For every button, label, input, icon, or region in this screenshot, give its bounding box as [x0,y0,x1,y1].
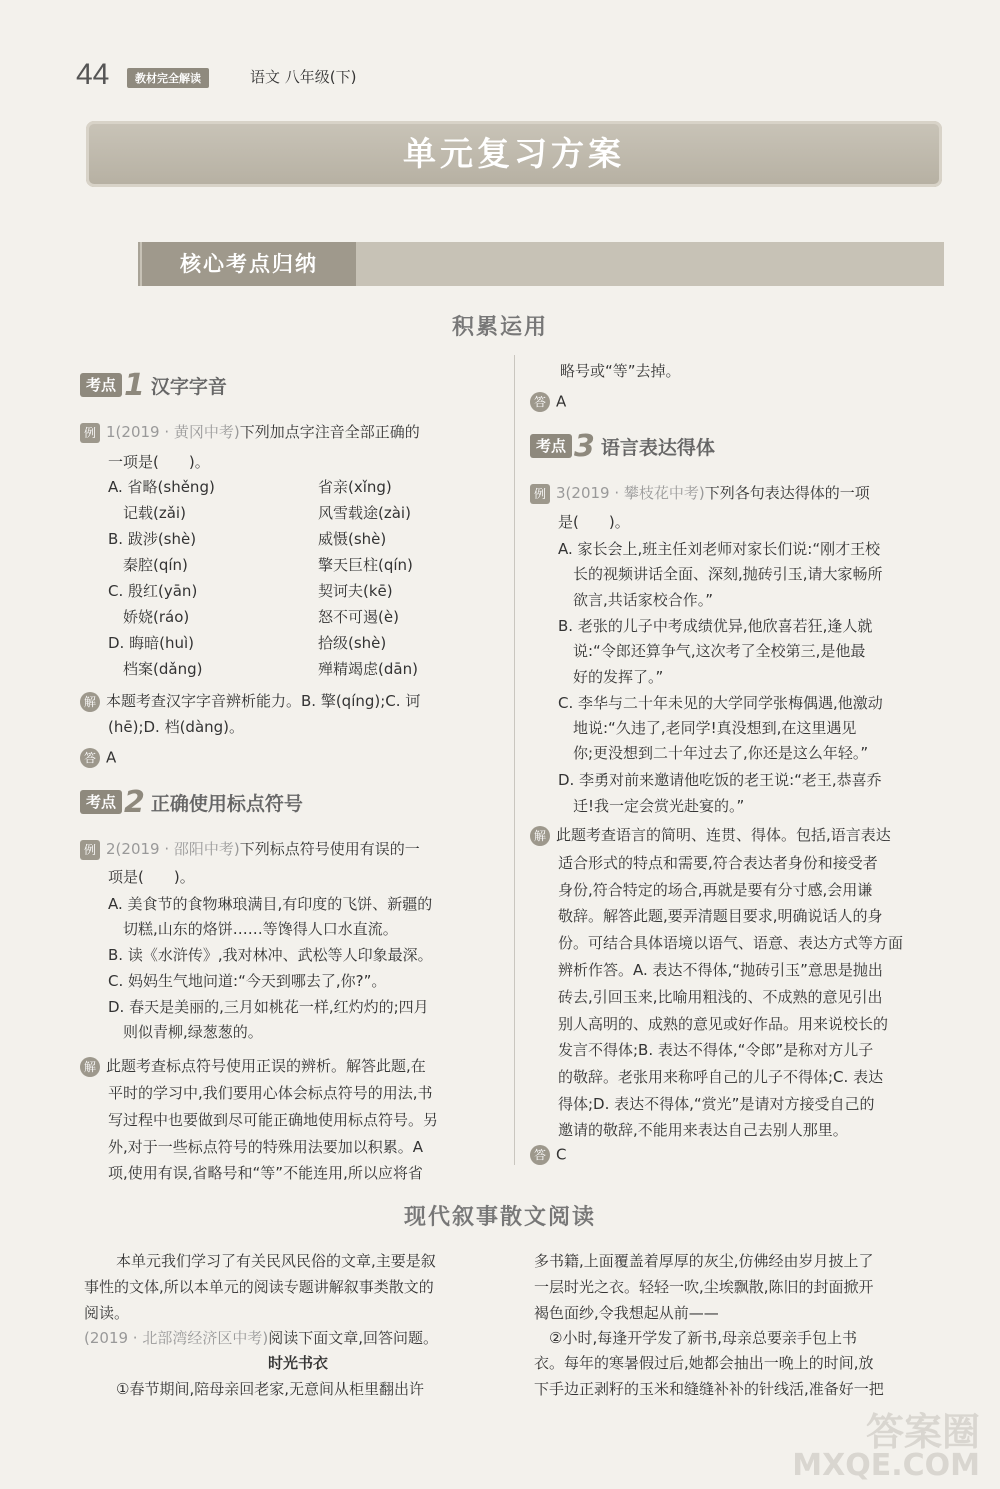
watermark-domain: MXQE.COM [792,1448,980,1483]
kaodian-number: 1 [124,367,145,403]
example-icon: 例 [530,484,550,504]
q2-option-line: 切糕,山东的烙饼……等馋得人口水直流。 [108,920,398,938]
section-bar-block [76,242,140,286]
reading-prompt [84,1327,438,1348]
q2-explanation-line: 项,使用有误,省略号和“等”不能连用,所以应将省 [108,1164,423,1182]
answer-icon: 答 [530,392,550,412]
part-title-reading: 现代叙事散文阅读 [403,1205,596,1230]
q1-opt-right: 怒不可遏(è) [318,608,399,626]
reading-intro-line: 事性的文体,所以本单元的阅读专题讲解叙事类散文的 [84,1278,434,1296]
article-line: 下手边正剥籽的玉米和缝缝补补的针线活,准备好一把 [534,1380,884,1398]
q3-option-line: 你;更没想到二十年过去了,你还是这么年轻。” [558,744,869,762]
q3-option-line: C. 李华与二十年未见的大学同学张梅偶遇,他激动 [558,694,883,712]
q2-option-line: B. 读《水浒传》,我对林冲、武松等人印象最深。 [108,946,433,964]
q3-explanation-line: 邀请的敬辞,不能用来表达自己去别人那里。 [558,1121,848,1139]
subject-grade: 语文 八年级(下) [250,68,357,86]
q1-answer [80,748,116,768]
q3-source: 3(2019 · 攀枝花中考) [556,484,705,502]
article-line: 一层时光之衣。轻轻一吹,尘埃飘散,陈旧的封面掀开 [534,1278,874,1296]
q2-stem-text: 下列标点符号使用有误的一 [239,840,420,858]
q1-explanation [80,690,420,712]
column-divider [514,355,515,1165]
kaodian-tag: 考点 [80,790,122,814]
q3-stem [530,482,870,504]
watermark-text: 答案圈 [865,1410,980,1454]
section-label: 核心考点归纳 [142,242,356,286]
q3-option-line: 迁!我一定会赏光赴宴的。” [558,797,745,815]
q3-option-line: 欲言,共话家校合作。” [558,591,714,609]
q2-explanation [80,1055,426,1077]
q1-opt-left: C. 殷红(yān) [108,582,198,600]
q3-explanation-line: 别人高明的、成熟的意见或好作品。用来说校长的 [558,1015,889,1033]
kaodian-title: 正确使用标点符号 [150,792,303,815]
answer-icon: 答 [80,748,100,768]
q1-opt-right: 威慑(shè) [318,530,387,548]
q1-opt-right: 契诃夫(kē) [318,582,393,600]
q2-option-line: 则似青柳,绿葱葱的。 [108,1023,263,1041]
q1-explanation-text: 本题考查汉字字音辨析能力。B. 擎(qíng);C. 诃 [106,692,421,710]
q2-explanation-line: 平时的学习中,我们要用心体会标点符号的用法,书 [108,1084,433,1102]
q1-answer-value: A [106,748,117,767]
unit-review-banner [86,121,942,187]
q2-source: 2(2019 · 邵阳中考) [106,840,240,858]
q3-option-line: 长的视频讲话全面、深刻,抛砖引玉,请大家畅所 [558,565,883,583]
q3-explanation-line: 适合形式的特点和需要,符合表达者身份和接受者 [558,854,878,872]
part-title-accumulation: 积累运用 [451,315,548,340]
kaodian-1-heading [80,367,227,403]
explanation-icon: 解 [80,692,100,712]
q1-opt-left: A. 省略(shěng) [108,478,215,496]
q3-option-line: D. 李勇对前来邀请他吃饭的老王说:“老王,恭喜乔 [558,771,882,789]
q1-opt-right: 省亲(xǐng) [318,478,392,496]
article-title: 时光书衣 [268,1354,329,1372]
article-line: 衣。每年的寒暑假过后,她都会抽出一晚上的时间,放 [534,1354,874,1372]
kaodian-title: 语言表达得体 [600,436,715,459]
q1-opt-left: 秦腔(qín) [108,556,188,574]
article-line: 多书籍,上面覆盖着厚厚的灰尘,仿佛经由岁月披上了 [534,1252,874,1270]
q2-explanation-line: 外,对于一些标点符号的特殊用法要加以积累。A [108,1138,424,1156]
q1-opt-right: 风雪载途(zài) [318,504,411,522]
article-line: 褐色面纱,令我想起从前—— [534,1304,719,1322]
watermark-logo [792,1410,980,1483]
q1-opt-right: 擎天巨柱(qín) [318,556,413,574]
example-icon: 例 [80,840,100,860]
q3-explanation-line: 的敬辞。老张用来称呼自己的儿子不得体;C. 表达 [558,1068,884,1086]
q1-opt-left: D. 晦暗(huì) [108,634,194,652]
page-number: 44 [76,58,110,91]
q3-option-line: 好的发挥了。” [558,668,664,686]
article-paragraph-1: ①春节期间,陪母亲回老家,无意间从柜里翻出许 [116,1380,424,1398]
q3-option-line: 说:“令郎还算争气,这次考了全校第三,是他最 [558,642,866,660]
q1-stem [80,421,420,443]
explanation-icon: 解 [530,826,550,846]
answer-icon: 答 [530,1145,550,1165]
q3-explanation-line: 发言不得体;B. 表达不得体,“令郎”是称对方儿子 [558,1041,874,1059]
q2-stem [80,838,420,860]
q2-answer-value: A [556,392,567,411]
banner-title: 单元复习方案 [403,134,625,173]
q3-explanation-line: 敬辞。解答此题,要弄清题目要求,明确说话人的身 [558,907,883,925]
q3-explanation-text: 此题考查语言的简明、连贯、得体。包括,语言表达 [556,826,891,844]
kaodian-tag: 考点 [80,373,122,397]
kaodian-2-heading [80,784,303,820]
q1-opt-left: 记载(zǎi) [108,504,186,522]
q2-option-line: D. 春天是美丽的,三月如桃花一样,红灼灼的;四月 [108,998,429,1016]
q2-explanation-text: 此题考查标点符号使用正误的辨析。解答此题,在 [106,1057,426,1075]
q3-stem-text: 下列各句表达得体的一项 [704,484,870,502]
q3-option-line: A. 家长会上,班主任刘老师对家长们说:“刚才王校 [558,540,881,558]
q2-option-line: C. 妈妈生气地问道:“今天到哪去了,你?”。 [108,972,387,990]
explanation-icon: 解 [80,1057,100,1077]
q1-stem-text: 下列加点字注音全部正确的 [239,423,420,441]
kaodian-number: 3 [574,428,595,464]
kaodian-title: 汉字字音 [150,375,227,398]
q3-answer-value: C [556,1145,567,1164]
article-line: ②小时,每逢开学发了新书,母亲总要亲手包上书 [534,1329,857,1347]
q1-source: 1(2019 · 黄冈中考) [106,423,240,441]
q3-explanation-line: 身份,符合特定的场合,再就是要有分寸感,会用谦 [558,881,873,899]
series-badge: 教材完全解读 [127,68,209,88]
q2-stem-cont: 项是( )。 [108,868,195,886]
q1-explanation-cont: (hē);D. 档(dàng)。 [108,718,245,736]
q1-opt-left: B. 跋涉(shè) [108,530,197,548]
q1-opt-right: 殚精竭虑(dān) [318,660,418,678]
q3-explanation-line: 辨析作答。A. 表达不得体,“抛砖引玉”意思是抛出 [558,961,883,979]
q3-stem-cont: 是( )。 [558,513,630,531]
q3-explanation-line: 得体;D. 表达不得体,“赏光”是请对方接受自己的 [558,1095,875,1113]
reading-intro-line: 阅读。 [84,1304,130,1322]
q3-explanation-line: 份。可结合具体语境以语气、语意、表达方式等方面 [558,934,904,952]
q3-option-line: 地说:“久违了,老同学!真没想到,在这里遇见 [558,719,857,737]
reading-prompt-text: 阅读下面文章,回答问题。 [268,1329,438,1347]
q2-explanation-end: 略号或“等”去掉。 [560,362,681,380]
reading-source: (2019 · 北部湾经济区中考) [84,1329,269,1347]
kaodian-number: 2 [124,784,145,820]
example-icon: 例 [80,423,100,443]
q1-stem-cont: 一项是( )。 [108,453,210,471]
q1-opt-left: 档案(dǎng) [108,660,203,678]
q2-explanation-line: 写过程中也要做到尽可能正确地使用标点符号。另 [108,1111,439,1129]
reading-intro-line: 本单元我们学习了有关民风民俗的文章,主要是叙 [116,1252,436,1270]
q1-opt-left: 娇娆(ráo) [108,608,190,626]
q2-option-line: A. 美食节的食物琳琅满目,有印度的飞饼、新疆的 [108,895,433,913]
q3-explanation-line: 砖去,引回玉来,比喻用粗浅的、不成熟的意见引出 [558,988,883,1006]
q2-answer [530,392,566,412]
q1-opt-right: 拾级(shè) [318,634,387,652]
q3-answer [530,1145,566,1165]
q3-explanation [530,824,891,846]
kaodian-tag: 考点 [530,434,572,458]
kaodian-3-heading [530,428,715,464]
q3-option-line: B. 老张的儿子中考成绩优异,他欣喜若狂,逢人就 [558,617,873,635]
